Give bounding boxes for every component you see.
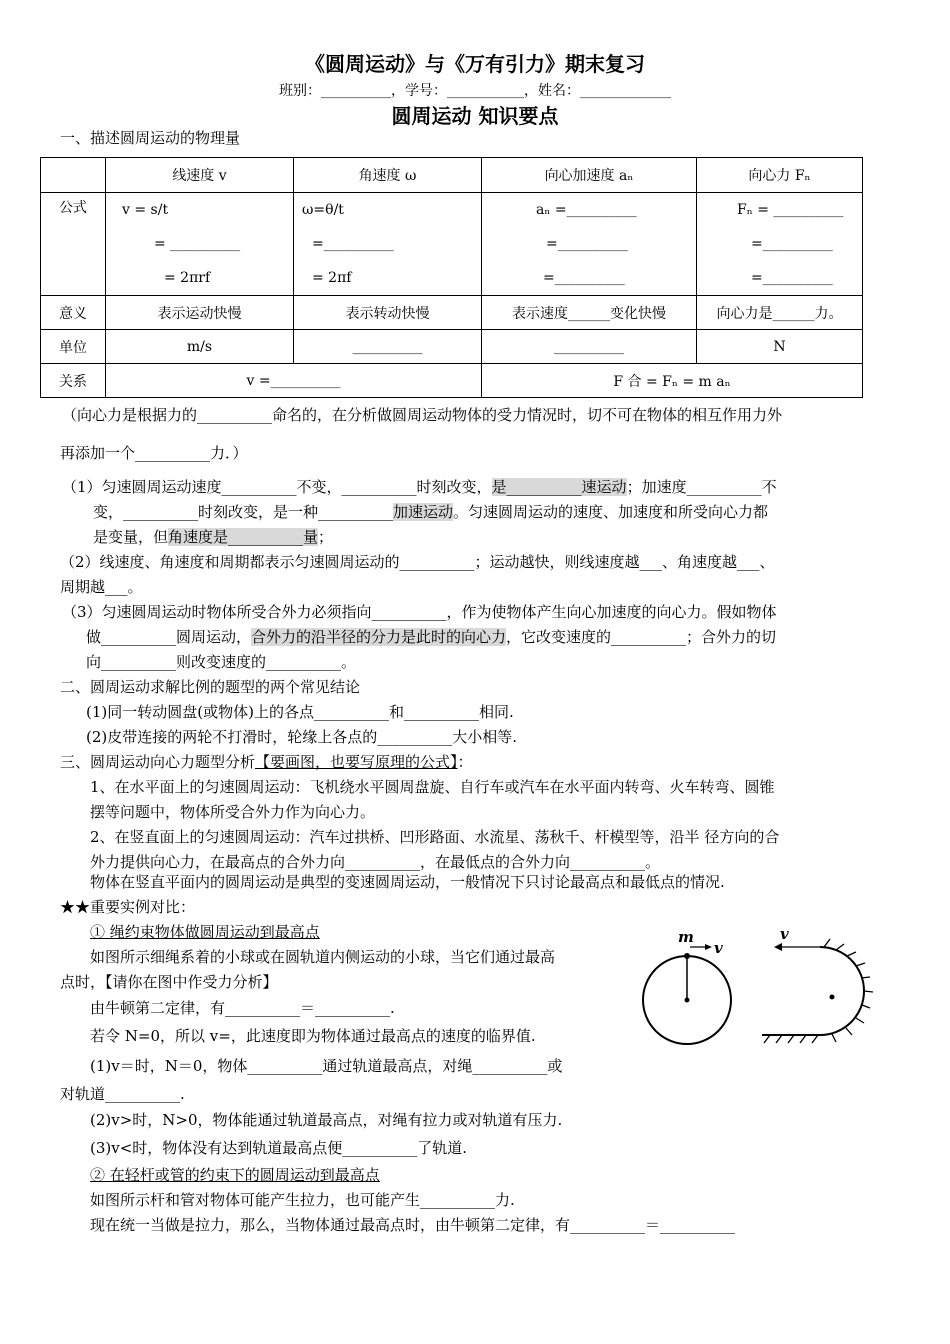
row-label-formula: 公式 xyxy=(41,193,106,296)
point1-line2: 变，__________时刻改变，是一种__________加速运动。匀速圆周运动的速度、加速度和所受向心力都 xyxy=(93,503,769,521)
page-title: 《圆周运动》与《万有引力》期末复习 xyxy=(305,52,645,76)
formula-v xyxy=(106,193,294,296)
example1-line4: 若令 N=0，所以 v=，此速度即为物体通过最高点的速度的临界值. xyxy=(90,1027,536,1045)
label-v2: v xyxy=(780,925,789,943)
student-info: 班别：__________，学号：___________，姓名：_____________ xyxy=(279,83,671,99)
example1-line2: 点时，【请你在图中作受力分析】 xyxy=(60,973,278,991)
point1-line3: 是变量，但角速度是__________量； xyxy=(93,528,334,546)
example2-title: ② 在轻杆或管的约束下的圆周运动到最高点 xyxy=(90,1166,380,1184)
rope-circle-diagram xyxy=(636,925,746,1050)
formula-w-1: ω=θ/t xyxy=(302,202,344,218)
formula-a-3: =__________ xyxy=(543,270,625,286)
section2-line1: (1)同一转动圆盘(或物体)上的各点__________和__________相同. xyxy=(86,703,514,721)
formula-f-1: Fₙ = __________ xyxy=(737,202,844,218)
meaning-a: 表示速度______变化快慢 xyxy=(482,296,697,330)
col-header-w: 角速度 ω xyxy=(294,158,482,193)
section3-line1b: 摆等问题中，物体所受合外力作为向心力。 xyxy=(90,803,376,821)
label-v1: v xyxy=(714,939,723,957)
formula-a-1: aₙ =__________ xyxy=(536,202,637,218)
example1-line7: (2)v>时，N>0，物体能通过轨道最高点，对绳有拉力或对轨道有压力. xyxy=(90,1111,563,1129)
meaning-w: 表示转动快慢 xyxy=(294,296,482,330)
track-curve xyxy=(762,947,864,1035)
col-header-v: 线速度 v xyxy=(106,158,294,193)
table-note-2: 再添加一个__________力．） xyxy=(60,444,248,462)
track-hatching xyxy=(764,939,873,1043)
col-header-a: 向心加速度 aₙ xyxy=(482,158,697,193)
example1-line6: 对轨道__________. xyxy=(60,1085,185,1103)
table-note-1: （向心力是根据力的__________命名的，在分析做圆周运动物体的受力情况时，切不可在物体的相互作用力外 xyxy=(62,406,783,424)
point1-line1: （1）匀速圆周运动速度__________不变，__________时刻改变，是__________速运动；加速度__________不 xyxy=(62,478,777,496)
point2-line2: 周期越___。 xyxy=(60,578,143,596)
example1-title: ① 绳约束物体做圆周运动到最高点 xyxy=(90,923,320,941)
meaning-v: 表示运动快慢 xyxy=(106,296,294,330)
examples-heading: ★★重要实例对比： xyxy=(60,898,196,916)
point3-line2: 做__________圆周运动，合外力的沿半径的分力是此时的向心力，它改变速度的__________；合外力的切 xyxy=(86,628,777,646)
example1-line1: 如图所示细绳系着的小球或在圆轨道内侧运动的小球，当它们通过最高 xyxy=(90,948,556,966)
section3-line1a: 1、在水平面上的匀速圆周运动：飞机绕水平圆周盘旋、自行车或汽车在水平面内转弯、火车转弯、圆锥 xyxy=(90,778,775,796)
example1-line5: (1)v＝时，N＝0，物体__________通过轨道最高点，对绳__________或 xyxy=(90,1057,563,1075)
section3-line2b: 外力提供向心力，在最高点的合外力向__________，在最低点的合外力向__________。 xyxy=(90,853,661,871)
unit-v: m/s xyxy=(106,330,294,364)
point2-line1: （2）线速度、角速度和周期都表示匀速圆周运动的__________；运动越快，则线速度越___、角速度越___、 xyxy=(60,553,775,571)
formula-v-2: = __________ xyxy=(154,236,241,252)
meaning-f: 向心力是______力。 xyxy=(697,296,863,330)
row-label-relation: 关系 xyxy=(41,364,106,398)
unit-w: __________ xyxy=(294,330,482,364)
section3-line3: 物体在竖直平面内的圆周运动是典型的变速圆周运动，一般情况下只讨论最高点和最低点的情况. xyxy=(90,873,725,891)
track-center-dot xyxy=(830,995,835,1000)
formula-w-3: = 2πf xyxy=(312,270,352,286)
section3-line2a: 2、在竖直面上的匀速圆周运动：汽车过拱桥、凹形路面、水流星、荡秋千、杆模型等，沿半 径方向的合 xyxy=(90,828,780,846)
point3-line3: 向__________则改变速度的__________。 xyxy=(86,653,357,671)
relation-v: v =__________ xyxy=(106,364,482,398)
track-diagram xyxy=(760,925,890,1050)
unit-f: N xyxy=(697,330,863,364)
section1-heading: 一、描述圆周运动的物理量 xyxy=(60,129,241,147)
formula-a-2: =__________ xyxy=(546,236,628,252)
center-dot xyxy=(685,998,690,1003)
page-subtitle: 圆周运动 知识要点 xyxy=(391,104,559,128)
label-m: m xyxy=(678,928,694,946)
formula-w-2: =__________ xyxy=(312,236,394,252)
formula-a xyxy=(482,193,697,296)
track-velocity-arrowhead xyxy=(774,943,782,951)
example1-line8: (3)v<时，物体没有达到轨道最高点便__________了轨道. xyxy=(90,1139,468,1157)
formula-v-1: v = s/t xyxy=(122,202,169,218)
formula-f xyxy=(697,193,863,296)
section2-heading: 二、圆周运动求解比例的题型的两个常见结论 xyxy=(60,678,361,696)
example2-line2: 现在统一当做是拉力，那么，当物体通过最高点时，由牛顿第二定律，有__________＝__________ xyxy=(90,1216,736,1234)
formula-v-3: = 2πrf xyxy=(164,270,211,286)
row-label-meaning: 意义 xyxy=(41,296,106,330)
formula-f-2: =__________ xyxy=(751,236,833,252)
velocity-arrowhead xyxy=(705,944,712,950)
example2-line1: 如图所示杆和管对物体可能产生拉力，也可能产生__________力. xyxy=(90,1191,515,1209)
point3-line1: （3）匀速圆周运动时物体所受合外力必须指向__________，作为使物体产生向心加速度的向心力。假如物体 xyxy=(62,603,777,621)
unit-a: __________ xyxy=(482,330,697,364)
formula-f-3: =__________ xyxy=(751,270,833,286)
relation-f: F 合 = Fₙ = m aₙ xyxy=(482,364,863,398)
section3-heading: 三、圆周运动向心力题型分析【要画图，也要写原理的公式】： xyxy=(60,753,473,771)
quantities-table xyxy=(40,157,863,398)
ball-dot xyxy=(684,953,690,959)
col-header-f: 向心力 Fₙ xyxy=(697,158,863,193)
formula-w xyxy=(294,193,482,296)
section2-line2: (2)皮带连接的两轮不打滑时，轮缘上各点的__________大小相等. xyxy=(86,728,518,746)
row-label-unit: 单位 xyxy=(41,330,106,364)
example1-line3: 由牛顿第二定律，有__________＝__________. xyxy=(90,999,395,1017)
